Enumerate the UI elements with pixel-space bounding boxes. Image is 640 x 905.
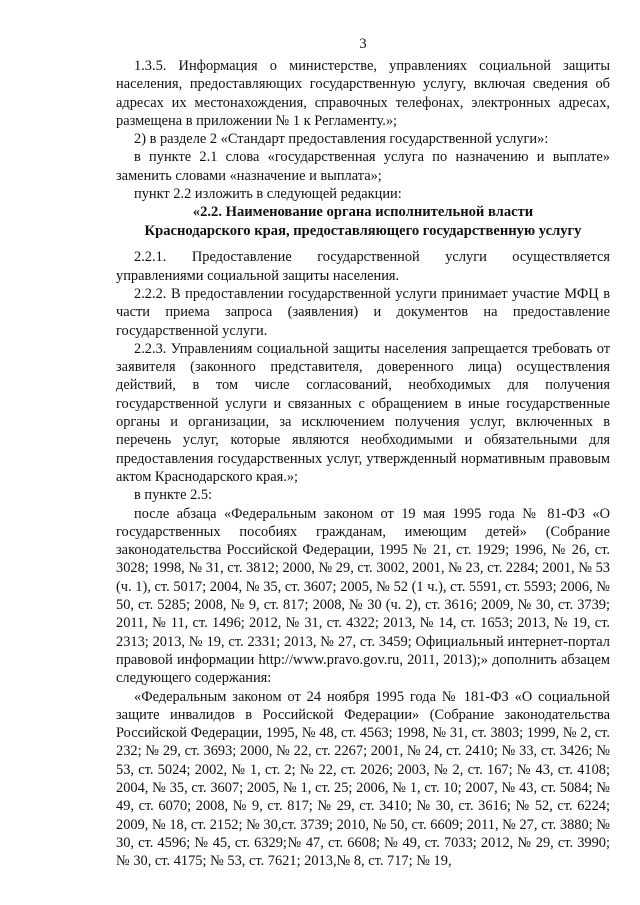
section-heading [116, 203, 610, 240]
paragraph-2-2-3: 2.2.3. Управлениям социальной защиты населения запрещается требовать от заявителя (законного представителя, доверенного лица) осуществления действий, в том числе согласований, необходимых для получения государственной услуги и связанных с обращением в иные государственные органы и организации, за исключением получения услуг, включенных в перечень услуг, которые являются необходимыми и обязательными для предоставления государственных услуг, утвержденный нормативным правовым актом Краснодарского края.»; [116, 340, 610, 485]
paragraph-1-3-5: 1.3.5. Информация о министерстве, управлениях социальной защиты населения, предоставляющих государственную услугу, включая сведения об адресах их местонахождения, справочных телефонах, электронных адресах, размещена в приложении № 1 к Регламенту.»; [116, 58, 610, 129]
page-number: 3 [359, 36, 367, 52]
paragraph-2-2-2: 2.2.2. В предоставлении государственной услуги принимает участие МФЦ в части приема запроса (заявления) и документов на предоставление государственной услуги. [116, 285, 610, 339]
paragraph-point-2-1: в пункте 2.1 слова «государственная услуга по назначению и выплате» заменить словами «назначение и выплата»; [116, 149, 610, 184]
paragraph-point-2-5: в пункте 2.5: [134, 487, 213, 504]
paragraph-law-81-fz: после абзаца «Федеральным законом от 19 мая 1995 года № 81-ФЗ «О государственных пособиях гражданам, имеющим детей» (Собрание законодательства Российской Федерации, 1995 № 21, ст. 1929; 1996, № 26, ст. 3028; 1998, № 31, ст. 3812; 2000, № 29, ст. 3002, 2001, № 23, ст. 2284; 2001, № 53 (ч. 1), ст. 5017; 2004, № 35, ст. 3607; 2005, № 52 (1 ч.), ст. 5591, ст. 5593; 2006, № 50, ст. 5285; 2008, № 9, ст. 817; 2008, № 30 (ч. 2), ст. 3616; 2009, № 30, ст. 3739; 2011, № 11, ст. 1496; 2012, № 31, ст. 4322; 2013, № 14, ст. 1653; 2013, № 19, ст. 2313; 2013, № 19, ст. 2331; 2013, № 27, ст. 3459; Официальный интернет-портал правовой информации http://www.pravo.gov.ru, 2011, 2013);» дополнить абзацем следующего содержания: [116, 505, 610, 687]
paragraph-2-2-1: 2.2.1. Предоставление государственной услуги осуществляется управлениями социальной защиты населения. [116, 249, 610, 284]
section-heading-line-2: Краснодарского края, предоставляющего государственную услугу [144, 222, 582, 239]
section-heading-line-1: «2.2. Наименование органа исполнительной власти [192, 204, 534, 221]
spacer [116, 240, 610, 248]
paragraph-point-2-2-intro: пункт 2.2 изложить в следующей редакции: [134, 186, 402, 203]
paragraph-law-181-fz: «Федеральным законом от 24 ноября 1995 года № 181-ФЗ «О социальной защите инвалидов в Российской Федерации» (Собрание законодательства Российской Федерации, 1995, № 48, ст. 4563; 1998, № 31, ст. 3803; 1999, № 2, ст. 232; № 29, ст. 3693; 2000, № 22, ст. 2267; 2001, № 24, ст. 2410; № 33, ст. 3426; № 53, ст. 5024; 2002, № 1, ст. 2; № 22, ст. 2026; 2003, № 2, ст. 167; № 43, ст. 4108; 2004, № 35, ст. 3607; 2005, № 1, ст. 25; 2006, № 1, ст. 10; 2007, № 43, ст. 5084; № 49, ст. 6070; 2008, № 9, ст. 817; № 29, ст. 3410; № 30, ст. 3616; № 52, ст. 6224; 2009, № 18, ст. 2152; № 30,ст. 3739; 2010, № 50, ст. 6609; 2011, № 27, ст. 3880; № 30, ст. 4596; № 45, ст. 6329;№ 47, ст. 6608; № 49, ст. 7033; 2012, № 29, ст. 3990; № 30, ст. 4175; № 53, ст. 7621; 2013,№ 8, ст. 717; № 19, [116, 688, 610, 870]
paragraph-section-2: 2) в разделе 2 «Стандарт предоставления государственной услуги»: [134, 131, 549, 148]
